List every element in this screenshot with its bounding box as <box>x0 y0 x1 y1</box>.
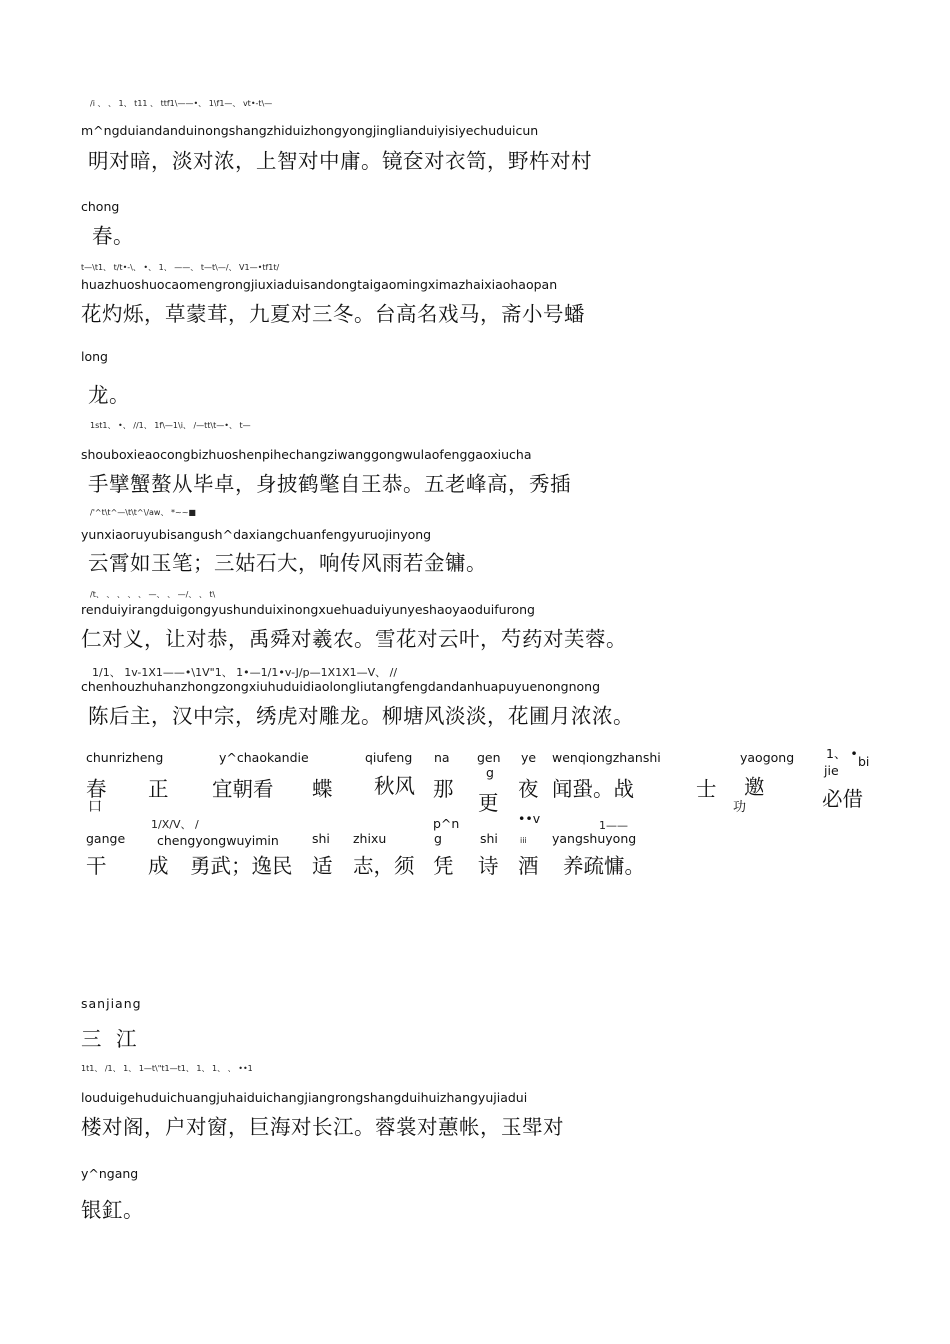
hanzi-line: 明对暗，淡对浓，上智对中庸。镜奁对衣笥，野杵对村 <box>88 149 592 173</box>
pinyin-line: yunxiaoruyubisangush^daxiangchuanfengyuruojinyong <box>81 527 432 542</box>
tone-marks: 1/X/V、 / <box>151 818 199 831</box>
grid-pinyin: na <box>434 750 450 765</box>
grid-pinyin: gange <box>86 831 126 846</box>
grid-hanzi: 士 <box>696 777 717 801</box>
pinyin-line: chong <box>81 199 120 214</box>
grid-hanzi: 诗 <box>478 854 499 878</box>
tone-marks: /i 、 、 1、 t11 、 ttf1\——•、 1\f1—、 vt•-t\— <box>90 99 273 108</box>
grid-hanzi: 正 <box>148 777 169 801</box>
grid-pinyin: jie <box>824 763 839 778</box>
hanzi-line: 花灼烁，草蒙茸，九夏对三冬。台高名戏马，斋小号蟠 <box>81 302 585 326</box>
pinyin-line: y^ngang <box>81 1166 139 1181</box>
grid-hanzi: 干 <box>86 854 107 878</box>
tone-marks: t—\t1、 t/t•-\、 •、 1、 ——、 t—t\—/、 V1—•tf1t/ <box>81 263 280 272</box>
grid-hanzi: 成 <box>148 854 169 878</box>
grid-hanzi: 志，须 <box>353 854 415 878</box>
grid-pinyin: ye <box>521 750 537 765</box>
section-title: 三 江 <box>81 1027 138 1051</box>
hanzi-line: 仁对义，让对恭，禹舜对羲农。雪花对云叶，芍药对芙蓉。 <box>81 627 627 651</box>
grid-hanzi: 夜 <box>518 777 539 801</box>
hanzi-line: 云霄如玉笔；三姑石大，响传风雨若金镛。 <box>88 551 487 575</box>
grid-hanzi: 春 <box>86 777 107 801</box>
hanzi-line: 龙。 <box>88 383 130 407</box>
grid-hanzi: 那 <box>433 777 454 801</box>
grid-hanzi: 必借 <box>822 787 863 811</box>
grid-pinyin: wenqiongzhanshi <box>552 750 661 765</box>
tone-marks: /'^t\t^—\t\t^\/aw、 *~~■ <box>90 508 196 517</box>
pinyin-line: shouboxieaocongbizhuoshenpihechangziwanggongwulaofenggaoxiucha <box>81 447 532 462</box>
grid-hanzi: 蝶 <box>312 777 333 801</box>
grid-extra: ••v <box>518 811 541 826</box>
hanzi-line: 春。 <box>92 224 134 248</box>
grid-hanzi: 养疏慵。 <box>563 854 645 878</box>
tone-marks: 1st1、 •、 //1、 1f\—1\i、 /—tt\t—•、 t— <box>90 421 251 430</box>
hanzi-line: 陈后主，汉中宗，绣虎对雕龙。柳塘风淡淡，花圃月浓浓。 <box>88 704 634 728</box>
pinyin-line: m^ngduiandanduinongshangzhiduizhongyongjinglianduiyisiyechuduicun <box>81 123 539 138</box>
grid-hanzi: 酒 <box>518 854 539 878</box>
hanzi-line: 银釭。 <box>81 1198 144 1222</box>
grid-extra: 口 <box>88 799 102 815</box>
grid-extra: 功 <box>733 800 747 815</box>
grid-pinyin: yaogong <box>740 750 795 765</box>
grid-pinyin: shi <box>312 831 330 846</box>
grid-pinyin: yangshuyong <box>552 831 637 846</box>
grid-hanzi: 邀 <box>744 775 765 799</box>
pinyin-line: renduiyirangduigongyushunduixinongxuehuaduiyunyeshaoyaoduifurong <box>81 602 535 617</box>
grid-pinyin: shi <box>480 831 498 846</box>
section-pinyin: sanjiang <box>81 996 142 1011</box>
grid-pinyin: p^n <box>433 816 460 831</box>
grid-pinyin: chengyongwuyimin <box>157 833 279 848</box>
grid-pinyin: y^chaokandie <box>219 750 309 765</box>
grid-hanzi: 凭 <box>433 854 454 878</box>
grid-hanzi: 闻蛩。战 <box>552 777 634 801</box>
grid-extra: g <box>486 765 494 780</box>
tone-marks: /t、 、 、 、 、 —、 、 —/、 、 t\ <box>90 590 216 599</box>
tone-marks: 1—— <box>599 819 628 832</box>
grid-pinyin: zhixu <box>353 831 387 846</box>
grid-hanzi: 适 <box>312 854 333 878</box>
grid-hanzi: 勇武；逸民 <box>190 854 293 878</box>
hanzi-line: 手擘蟹螯从毕卓，身披鹤氅自王恭。五老峰高，秀插 <box>88 472 571 496</box>
grid-pinyin: qiufeng <box>365 750 413 765</box>
tone-marks: 1/1、 1v-1X1——•\1V"1、 1•—1/1•v-J/p—1X1X1—V、 // <box>92 666 398 679</box>
pinyin-line: huazhuoshuocaomengrongjiuxiaduisandongtaigaomingximazhaixiaohaopan <box>81 277 558 292</box>
grid-extra: g <box>434 831 442 846</box>
hanzi-line: 楼对阁，户对窗，巨海对长江。蓉裳对蕙帐，玉斝对 <box>81 1115 564 1139</box>
grid-extra: iii <box>520 836 527 845</box>
grid-extra: 1、 • <box>826 746 858 761</box>
grid-pinyin: chunrizheng <box>86 750 164 765</box>
grid-hanzi: 秋风 <box>374 774 415 798</box>
grid-pinyin: gen <box>477 750 501 765</box>
pinyin-line: long <box>81 349 108 364</box>
grid-hanzi: 宜朝看 <box>212 777 274 801</box>
tone-marks: 1t1、 /1、 1、 1—t\"t1—t1、 1、 1、 、 ••1 <box>81 1064 253 1073</box>
pinyin-line: chenhouzhuhanzhongzongxiuhuduidiaolongliutangfengdandanhuapuyuenongnong <box>81 679 601 694</box>
grid-hanzi: 更 <box>478 791 499 815</box>
pinyin-line: louduigehuduichuangjuhaiduichangjiangrongshangduihuizhangyujiadui <box>81 1090 528 1105</box>
grid-pinyin: bi <box>858 754 870 769</box>
